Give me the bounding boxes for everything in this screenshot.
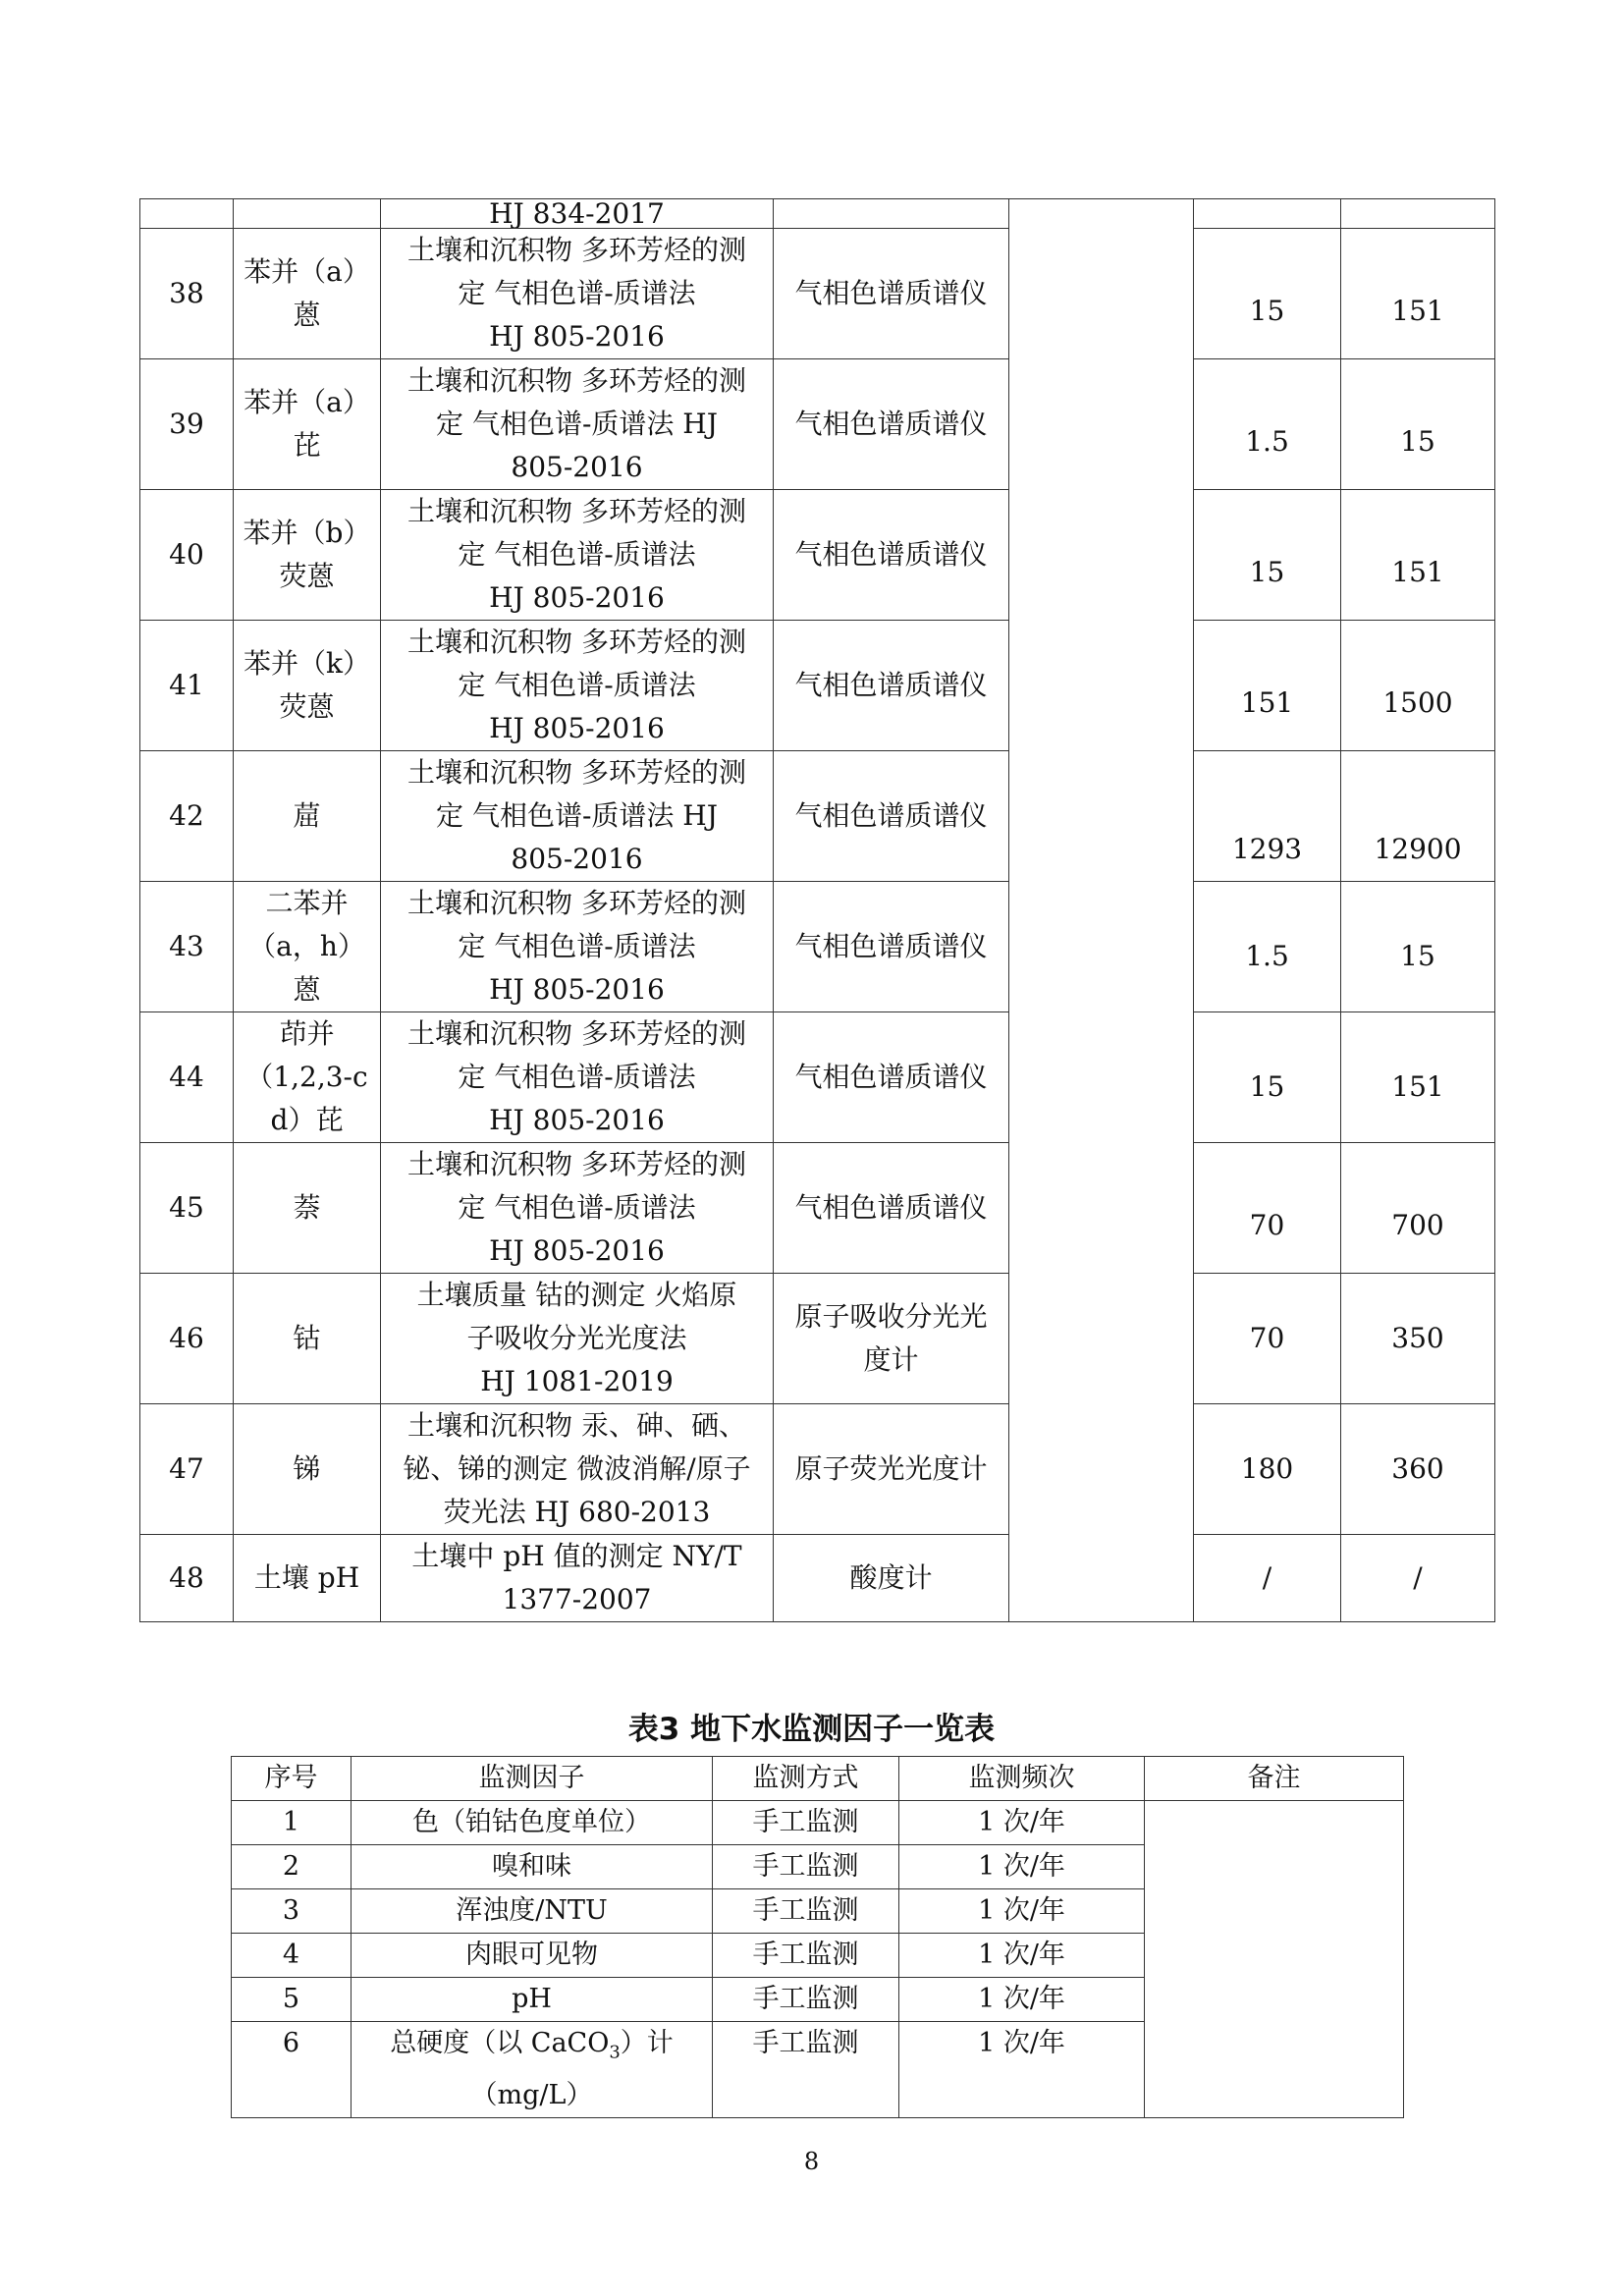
limit-control-value: 15	[1341, 882, 1495, 1012]
frequency-cell: 1 次/年	[899, 1845, 1145, 1889]
factor-cell: 色（铂钴色度单位）	[352, 1801, 713, 1845]
factor-line: 苯并（k）	[243, 647, 370, 680]
method-line: 定 气相色谱-质谱法	[458, 277, 696, 309]
limit-control-value: /	[1341, 1535, 1495, 1622]
instrument-line: 气相色谱质谱仪	[794, 408, 988, 440]
method-line: HJ 805-2016	[489, 581, 665, 614]
factor-line: 苯并（a）	[243, 255, 370, 288]
frequency-cell: 1 次/年	[899, 1801, 1145, 1845]
limit-control-value: 12900	[1341, 751, 1495, 882]
instrument-line: 原子荧光光度计	[794, 1452, 988, 1485]
method-line: 土壤和沉积物 多环芳烃的测	[407, 1017, 746, 1050]
factor-line: 蒽	[293, 973, 321, 1006]
row-number: 1	[232, 1801, 352, 1845]
method-cell	[381, 621, 774, 751]
instrument-cell	[774, 1535, 1009, 1622]
limit-screening-value: 70	[1194, 1143, 1341, 1274]
table-row	[140, 1143, 1495, 1274]
column-header: 备注	[1145, 1757, 1404, 1801]
method-cell	[381, 882, 774, 1012]
instrument-cell	[774, 1143, 1009, 1274]
method-cell	[381, 751, 774, 882]
method-line: 定 气相色谱-质谱法	[458, 669, 696, 701]
table-row	[140, 199, 1495, 229]
limit-control-value: 151	[1341, 229, 1495, 359]
factor-unit: （mg/L）	[470, 2080, 593, 2111]
instrument-line: 气相色谱质谱仪	[794, 1061, 988, 1093]
method-line: HJ 1081-2019	[480, 1365, 674, 1397]
row-number: 43	[140, 882, 234, 1012]
factor-cell: 浑浊度/NTU	[352, 1889, 713, 1934]
method-line: 子吸收分光光度法	[466, 1322, 687, 1354]
factor-line: 苯并（a）	[243, 386, 370, 418]
instrument-line: 气相色谱质谱仪	[794, 538, 988, 571]
frequency-cell: 1 次/年	[899, 1978, 1145, 2022]
factor-text: 总硬度（以 CaCO	[390, 2028, 610, 2058]
method-line: 805-2016	[511, 451, 643, 483]
frequency-cell: 1 次/年	[899, 1889, 1145, 1934]
row-number: 3	[232, 1889, 352, 1934]
factor-cell	[234, 359, 381, 490]
method-line: 土壤中 pH 值的测定 NY/T	[411, 1540, 742, 1572]
header-row	[232, 1757, 1404, 1801]
instrument-line: 气相色谱质谱仪	[794, 1191, 988, 1224]
factor-cell: 肉眼可见物	[352, 1934, 713, 1978]
limit-control-value: 360	[1341, 1404, 1495, 1535]
instrument-cell	[774, 359, 1009, 490]
method-line: 土壤质量 钴的测定 火焰原	[416, 1279, 737, 1311]
limit-control-value: 350	[1341, 1274, 1495, 1404]
column-header: 监测频次	[899, 1757, 1145, 1801]
method-cell	[381, 1012, 774, 1143]
table-row	[140, 751, 1495, 882]
column-header: 监测因子	[352, 1757, 713, 1801]
factor-line: 䓛	[293, 799, 321, 832]
factor-line: （a，h）	[248, 930, 365, 962]
limit-screening-value: 180	[1194, 1404, 1341, 1535]
instrument-cell	[774, 490, 1009, 621]
method-line: HJ 805-2016	[489, 712, 665, 744]
groundwater-table-title: 表3 地下水监测因子一览表	[627, 1712, 996, 1747]
method-line: HJ 805-2016	[489, 1104, 665, 1136]
limit-control-value: 151	[1341, 490, 1495, 621]
method-line: 土壤和沉积物 多环芳烃的测	[407, 626, 746, 658]
column-header: 监测方式	[713, 1757, 899, 1801]
method-line: 定 气相色谱-质谱法 HJ	[436, 408, 718, 440]
factor-line: 荧蒽	[279, 560, 335, 592]
mode-cell: 手工监测	[713, 1978, 899, 2022]
method-line: 定 气相色谱-质谱法	[458, 930, 696, 962]
method-line: 土壤和沉积物 多环芳烃的测	[407, 364, 746, 397]
groundwater-table	[231, 1756, 1404, 2118]
method-cell	[381, 1535, 774, 1622]
method-line: HJ 805-2016	[489, 320, 665, 353]
mode-cell: 手工监测	[713, 1801, 899, 1845]
limit-screening-value: 1293	[1194, 751, 1341, 882]
cell	[1341, 199, 1495, 229]
limit-control-value: 15	[1341, 359, 1495, 490]
mode-cell: 手工监测	[713, 1845, 899, 1889]
limit-screening-value: 1.5	[1194, 882, 1341, 1012]
factor-cell	[234, 229, 381, 359]
remarks-cell	[1145, 1801, 1404, 2118]
method-cell: HJ 834-2017	[381, 199, 774, 229]
factor-line: d）芘	[270, 1104, 344, 1136]
method-line: 土壤和沉积物 多环芳烃的测	[407, 234, 746, 266]
method-cell	[381, 359, 774, 490]
instrument-line: 气相色谱质谱仪	[794, 799, 988, 832]
limit-screening-value: 15	[1194, 1012, 1341, 1143]
limit-control-value: 700	[1341, 1143, 1495, 1274]
row-number: 45	[140, 1143, 234, 1274]
factor-cell	[234, 1143, 381, 1274]
row-number: 40	[140, 490, 234, 621]
method-line: 定 气相色谱-质谱法	[458, 1191, 696, 1224]
instrument-line: 气相色谱质谱仪	[794, 669, 988, 701]
method-cell	[381, 1404, 774, 1535]
factor-text: ）计	[620, 2028, 674, 2058]
method-line: 805-2016	[511, 843, 643, 875]
frequency-cell: 1 次/年	[899, 1934, 1145, 1978]
method-cell	[381, 229, 774, 359]
limit-screening-value: 151	[1194, 621, 1341, 751]
method-line: 1377-2007	[502, 1583, 652, 1615]
table-row	[140, 882, 1495, 1012]
factor-cell	[234, 1012, 381, 1143]
method-line: 土壤和沉积物 多环芳烃的测	[407, 887, 746, 919]
factor-line: 苯并（b）	[243, 517, 371, 549]
row-number: 5	[232, 1978, 352, 2022]
table-row	[140, 621, 1495, 751]
table-row	[140, 1404, 1495, 1535]
mode-cell: 手工监测	[713, 1889, 899, 1934]
column-header: 序号	[232, 1757, 352, 1801]
instrument-line: 度计	[863, 1343, 919, 1376]
factor-line: 二苯并	[265, 887, 349, 919]
method-line: HJ 805-2016	[489, 973, 665, 1006]
method-line: 土壤和沉积物 多环芳烃的测	[407, 1148, 746, 1180]
method-cell	[381, 1274, 774, 1404]
row-number: 47	[140, 1404, 234, 1535]
row-number: 46	[140, 1274, 234, 1404]
factor-line: 萘	[293, 1191, 321, 1224]
factor-line: 土壤 pH	[253, 1561, 360, 1594]
factor-line: 芘	[293, 429, 321, 462]
factor-line: 锑	[293, 1452, 321, 1485]
cell	[774, 199, 1009, 229]
instrument-cell	[774, 751, 1009, 882]
table-row	[140, 359, 1495, 490]
soil-monitoring-table	[139, 198, 1495, 1622]
factor-line: 茚并	[279, 1017, 335, 1050]
method-cell	[381, 490, 774, 621]
row-number: 48	[140, 1535, 234, 1622]
factor-cell	[234, 490, 381, 621]
method-line: 土壤和沉积物 汞、砷、硒、	[407, 1409, 746, 1442]
table-row	[140, 1012, 1495, 1143]
row-number: 4	[232, 1934, 352, 1978]
mode-cell: 手工监测	[713, 1934, 899, 1978]
table-row	[140, 490, 1495, 621]
row-number: 39	[140, 359, 234, 490]
row-number: 44	[140, 1012, 234, 1143]
table-row	[232, 1801, 1404, 1845]
row-number: 42	[140, 751, 234, 882]
row-number: 41	[140, 621, 234, 751]
factor-cell: 嗅和味	[352, 1845, 713, 1889]
row-number: 2	[232, 1845, 352, 1889]
method-line: 土壤和沉积物 多环芳烃的测	[407, 756, 746, 789]
factor-cell	[234, 1274, 381, 1404]
table-row	[140, 1274, 1495, 1404]
row-number: 38	[140, 229, 234, 359]
instrument-line: 原子吸收分光光	[794, 1300, 988, 1333]
factor-cell	[234, 751, 381, 882]
factor-cell: pH	[352, 1978, 713, 2022]
instrument-cell	[774, 1012, 1009, 1143]
cell	[1194, 199, 1341, 229]
merged-blank-cell	[1009, 199, 1194, 1622]
method-line: 土壤和沉积物 多环芳烃的测	[407, 495, 746, 527]
factor-cell	[234, 882, 381, 1012]
limit-screening-value: /	[1194, 1535, 1341, 1622]
instrument-line: 气相色谱质谱仪	[794, 277, 988, 309]
method-line: 定 气相色谱-质谱法	[458, 1061, 696, 1093]
row-number: 6	[232, 2022, 352, 2118]
method-line: HJ 805-2016	[489, 1234, 665, 1267]
cell	[140, 199, 234, 229]
frequency-cell: 1 次/年	[899, 2022, 1145, 2118]
instrument-cell	[774, 621, 1009, 751]
instrument-cell	[774, 882, 1009, 1012]
table-row	[140, 1535, 1495, 1622]
instrument-cell	[774, 1274, 1009, 1404]
table-row	[140, 229, 1495, 359]
instrument-cell	[774, 1404, 1009, 1535]
factor-cell	[234, 1404, 381, 1535]
factor-line: 钴	[293, 1322, 321, 1354]
limit-screening-value: 15	[1194, 490, 1341, 621]
factor-line: 荧蒽	[279, 690, 335, 723]
limit-screening-value: 70	[1194, 1274, 1341, 1404]
instrument-cell	[774, 229, 1009, 359]
limit-control-value: 1500	[1341, 621, 1495, 751]
method-line: 定 气相色谱-质谱法	[458, 538, 696, 571]
factor-line: 蒽	[293, 299, 321, 331]
factor-cell	[234, 621, 381, 751]
limit-screening-value: 15	[1194, 229, 1341, 359]
page-number: 8	[803, 2148, 820, 2175]
method-line: 铋、锑的测定 微波消解/原子	[403, 1452, 751, 1485]
mode-cell: 手工监测	[713, 2022, 899, 2118]
limit-control-value: 151	[1341, 1012, 1495, 1143]
factor-cell	[234, 1535, 381, 1622]
limit-screening-value: 1.5	[1194, 359, 1341, 490]
factor-line: （1,2,3-c	[245, 1061, 368, 1093]
method-line: 荧光法 HJ 680-2013	[443, 1496, 711, 1528]
method-cell	[381, 1143, 774, 1274]
method-line: 定 气相色谱-质谱法 HJ	[436, 799, 718, 832]
instrument-line: 酸度计	[849, 1561, 933, 1594]
cell	[234, 199, 381, 229]
factor-cell: 总硬度（以 CaCO$_3$）计 （mg/L）	[352, 2022, 713, 2118]
instrument-line: 气相色谱质谱仪	[794, 930, 988, 962]
